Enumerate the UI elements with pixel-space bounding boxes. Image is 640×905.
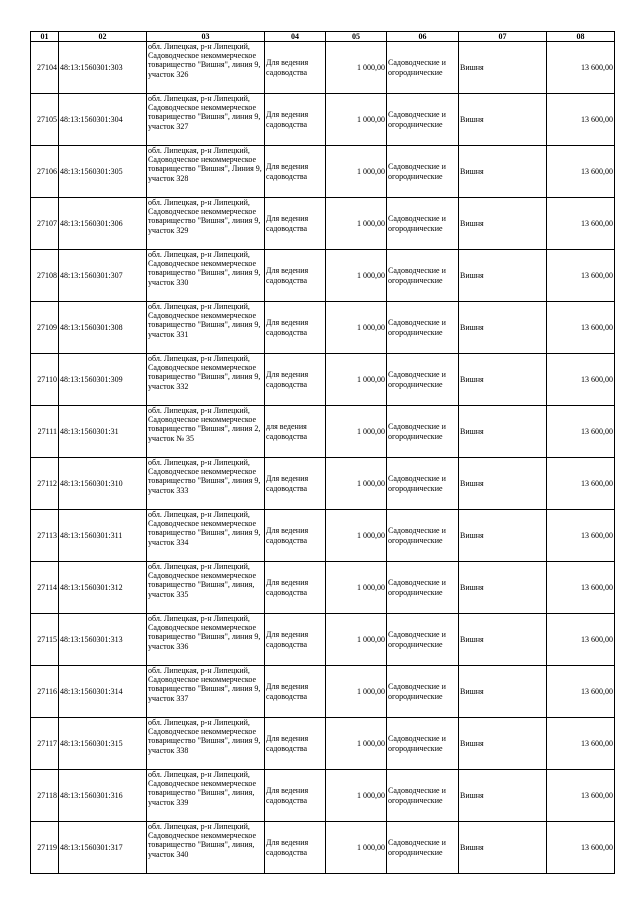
land-category-cell [387, 666, 459, 718]
cadastral-number-cell [59, 94, 147, 146]
cadastral-number: 48:13:1560301:313 [60, 634, 123, 644]
cadastral-number: 48:13:1560301:314 [60, 686, 123, 696]
permitted-use: Для ведения садоводства [266, 370, 309, 389]
address-cell [147, 94, 265, 146]
area-cell [326, 614, 387, 666]
address-cell [147, 718, 265, 770]
table-row [31, 354, 615, 406]
partnership-name: Вишня [460, 530, 484, 540]
cadastral-number-cell [59, 666, 147, 718]
cadastral-value: 13 600,00 [581, 686, 613, 696]
table-row [31, 510, 615, 562]
address: обл. Липецкая, р-н Липецкий, Садоводческое некоммерческое товарищество "Вишня", линия 9, участок 326 [148, 42, 261, 79]
address: обл. Липецкая, р-н Липецкий, Садоводческое некоммерческое товарищество "Вишня", линия, участок 340 [148, 822, 257, 859]
partnership-name-cell [459, 614, 547, 666]
partnership-name-cell [459, 822, 547, 874]
table-row [31, 250, 615, 302]
land-category: Садоводческие и огороднические [388, 474, 446, 493]
column-header-01: 01 [31, 32, 59, 42]
cadastral-value-cell [547, 822, 615, 874]
partnership-name: Вишня [460, 62, 484, 72]
land-category: Садоводческие и огороднические [388, 266, 446, 285]
permitted-use-cell [265, 146, 326, 198]
cadastral-number-cell [59, 822, 147, 874]
partnership-name-cell [459, 302, 547, 354]
partnership-name-cell [459, 510, 547, 562]
area-cell [326, 770, 387, 822]
cadastral-value: 13 600,00 [581, 842, 613, 852]
cadastral-number: 48:13:1560301:311 [60, 530, 123, 540]
cadastral-number-cell [59, 42, 147, 94]
header-row [31, 32, 615, 42]
row-number: 27111 [37, 426, 57, 436]
area: 1 000,00 [357, 322, 385, 332]
row-number: 27110 [37, 374, 57, 384]
row-number: 27118 [37, 790, 57, 800]
table-row [31, 302, 615, 354]
partnership-name-cell [459, 354, 547, 406]
land-category-cell [387, 198, 459, 250]
permitted-use: Для ведения садоводства [266, 58, 309, 77]
cadastral-value: 13 600,00 [581, 478, 613, 488]
address: обл. Липецкая, р-н Липецкий, Садоводческое некоммерческое товарищество "Вишня", линия, участок 335 [148, 562, 257, 599]
cadastral-number-cell [59, 770, 147, 822]
area-cell [326, 666, 387, 718]
column-header-02: 02 [59, 32, 147, 42]
partnership-name: Вишня [460, 166, 484, 176]
address-cell [147, 770, 265, 822]
row-number-cell [31, 406, 59, 458]
row-number-cell [31, 718, 59, 770]
area-cell [326, 562, 387, 614]
partnership-name: Вишня [460, 634, 484, 644]
land-category: Садоводческие и огороднические [388, 838, 446, 857]
land-category: Садоводческие и огороднические [388, 214, 446, 233]
area: 1 000,00 [357, 634, 385, 644]
land-category-cell [387, 406, 459, 458]
land-category-cell [387, 250, 459, 302]
column-header-06: 06 [387, 32, 459, 42]
permitted-use-cell [265, 458, 326, 510]
document-page [30, 31, 614, 874]
area: 1 000,00 [357, 686, 385, 696]
land-category-cell [387, 94, 459, 146]
address-cell [147, 198, 265, 250]
partnership-name-cell [459, 718, 547, 770]
row-number-cell [31, 250, 59, 302]
permitted-use-cell [265, 562, 326, 614]
address-cell [147, 666, 265, 718]
cadastral-number: 48:13:1560301:308 [60, 322, 123, 332]
row-number: 27117 [37, 738, 57, 748]
land-category-cell [387, 718, 459, 770]
permitted-use-cell [265, 94, 326, 146]
address: обл. Липецкая, р-н Липецкий, Садоводческое некоммерческое товарищество "Вишня", линия 9, участок 329 [148, 198, 261, 235]
row-number-cell [31, 822, 59, 874]
cadastral-value-cell [547, 146, 615, 198]
table-row [31, 666, 615, 718]
land-category-cell [387, 770, 459, 822]
partnership-name-cell [459, 250, 547, 302]
row-number-cell [31, 510, 59, 562]
table-row [31, 406, 615, 458]
area-cell [326, 302, 387, 354]
row-number-cell [31, 666, 59, 718]
permitted-use-cell [265, 510, 326, 562]
permitted-use-cell [265, 302, 326, 354]
address-cell [147, 250, 265, 302]
land-category-cell [387, 458, 459, 510]
partnership-name-cell [459, 406, 547, 458]
partnership-name-cell [459, 146, 547, 198]
cadastral-number: 48:13:1560301:309 [60, 374, 123, 384]
row-number: 27114 [37, 582, 57, 592]
area: 1 000,00 [357, 582, 385, 592]
cadastral-value: 13 600,00 [581, 166, 613, 176]
partnership-name: Вишня [460, 686, 484, 696]
row-number: 27115 [37, 634, 57, 644]
row-number-cell [31, 42, 59, 94]
land-category: Садоводческие и огороднические [388, 58, 446, 77]
area-cell [326, 718, 387, 770]
table-row [31, 614, 615, 666]
address: обл. Липецкая, р-н Липецкий, Садоводческое некоммерческое товарищество "Вишня", линия 9, участок 331 [148, 302, 261, 339]
row-number-cell [31, 354, 59, 406]
permitted-use-cell [265, 770, 326, 822]
row-number: 27112 [37, 478, 57, 488]
table-row [31, 822, 615, 874]
area: 1 000,00 [357, 530, 385, 540]
address: обл. Липецкая, р-н Липецкий, Садоводческое некоммерческое товарищество "Вишня", линия 9, участок 337 [148, 666, 261, 703]
row-number: 27108 [37, 270, 57, 280]
area: 1 000,00 [357, 62, 385, 72]
partnership-name: Вишня [460, 478, 484, 488]
cadastral-number-cell [59, 146, 147, 198]
permitted-use-cell [265, 718, 326, 770]
area-cell [326, 406, 387, 458]
table-row [31, 42, 615, 94]
table-row [31, 770, 615, 822]
row-number: 27104 [37, 62, 57, 72]
partnership-name: Вишня [460, 426, 484, 436]
permitted-use: Для ведения садоводства [266, 214, 309, 233]
address-cell [147, 562, 265, 614]
area-cell [326, 354, 387, 406]
address-cell [147, 822, 265, 874]
partnership-name: Вишня [460, 582, 484, 592]
land-category-cell [387, 146, 459, 198]
cadastral-value-cell [547, 458, 615, 510]
cadastral-value: 13 600,00 [581, 738, 613, 748]
address-cell [147, 510, 265, 562]
permitted-use: Для ведения садоводства [266, 578, 309, 597]
area-cell [326, 510, 387, 562]
cadastral-value-cell [547, 614, 615, 666]
area: 1 000,00 [357, 478, 385, 488]
cadastral-number-cell [59, 354, 147, 406]
permitted-use-cell [265, 250, 326, 302]
area-cell [326, 458, 387, 510]
partnership-name-cell [459, 94, 547, 146]
cadastral-number-cell [59, 510, 147, 562]
area-cell [326, 42, 387, 94]
address-cell [147, 42, 265, 94]
cadastral-value-cell [547, 666, 615, 718]
permitted-use: Для ведения садоводства [266, 734, 309, 753]
cadastral-value: 13 600,00 [581, 114, 613, 124]
row-number: 27109 [37, 322, 57, 332]
cadastral-number: 48:13:1560301:310 [60, 478, 123, 488]
cadastral-value-cell [547, 250, 615, 302]
permitted-use: Для ведения садоводства [266, 474, 309, 493]
permitted-use-cell [265, 614, 326, 666]
cadastral-value: 13 600,00 [581, 582, 613, 592]
cadastral-value-cell [547, 198, 615, 250]
area: 1 000,00 [357, 218, 385, 228]
cadastral-value: 13 600,00 [581, 790, 613, 800]
cadastral-number-cell [59, 406, 147, 458]
address-cell [147, 458, 265, 510]
cadastral-number: 48:13:1560301:315 [60, 738, 123, 748]
address-cell [147, 354, 265, 406]
area: 1 000,00 [357, 166, 385, 176]
address: обл. Липецкая, р-н Липецкий, Садоводческое некоммерческое товарищество "Вишня", линия 9, участок 333 [148, 458, 261, 495]
address: обл. Липецкая, р-н Липецкий, Садоводческое некоммерческое товарищество "Вишня", линия 9, участок 327 [148, 94, 261, 131]
area: 1 000,00 [357, 738, 385, 748]
area-cell [326, 94, 387, 146]
permitted-use: Для ведения садоводства [266, 266, 309, 285]
row-number: 27105 [37, 114, 57, 124]
land-category: Садоводческие и огороднические [388, 630, 446, 649]
partnership-name: Вишня [460, 270, 484, 280]
land-category-cell [387, 354, 459, 406]
partnership-name: Вишня [460, 738, 484, 748]
table-body [31, 42, 615, 874]
land-category-cell [387, 562, 459, 614]
area: 1 000,00 [357, 270, 385, 280]
land-category: Садоводческие и огороднические [388, 786, 446, 805]
land-category-cell [387, 42, 459, 94]
partnership-name-cell [459, 562, 547, 614]
cadastral-value-cell [547, 770, 615, 822]
land-category: Садоводческие и огороднические [388, 422, 446, 441]
table-row [31, 198, 615, 250]
partnership-name: Вишня [460, 114, 484, 124]
column-header-04: 04 [265, 32, 326, 42]
cadastral-value-cell [547, 42, 615, 94]
area: 1 000,00 [357, 790, 385, 800]
land-category: Садоводческие и огороднические [388, 682, 446, 701]
cadastral-number: 48:13:1560301:303 [60, 62, 123, 72]
cadastral-value-cell [547, 354, 615, 406]
permitted-use-cell [265, 198, 326, 250]
cadastral-value-cell [547, 718, 615, 770]
cadastral-number-cell [59, 198, 147, 250]
partnership-name-cell [459, 198, 547, 250]
row-number-cell [31, 562, 59, 614]
permitted-use-cell [265, 42, 326, 94]
row-number-cell [31, 770, 59, 822]
area: 1 000,00 [357, 374, 385, 384]
permitted-use: Для ведения садоводства [266, 682, 309, 701]
permitted-use: Для ведения садоводства [266, 630, 309, 649]
area-cell [326, 146, 387, 198]
partnership-name: Вишня [460, 374, 484, 384]
permitted-use-cell [265, 406, 326, 458]
cadastral-value-cell [547, 406, 615, 458]
land-category: Садоводческие и огороднические [388, 734, 446, 753]
cadastral-number: 48:13:1560301:304 [60, 114, 123, 124]
land-category-cell [387, 302, 459, 354]
column-header-05: 05 [326, 32, 387, 42]
address-cell [147, 146, 265, 198]
address-cell [147, 406, 265, 458]
address: обл. Липецкая, р-н Липецкий, Садоводческое некоммерческое товарищество "Вишня", линия 2, участок № 35 [148, 406, 261, 443]
cadastral-number-cell [59, 614, 147, 666]
cadastral-number: 48:13:1560301:31 [60, 426, 119, 436]
partnership-name: Вишня [460, 322, 484, 332]
land-category: Садоводческие и огороднические [388, 318, 446, 337]
cadastral-number-cell [59, 458, 147, 510]
address: обл. Липецкая, р-н Липецкий, Садоводческое некоммерческое товарищество "Вишня", линия 9, участок 334 [148, 510, 261, 547]
land-category-cell [387, 822, 459, 874]
permitted-use: Для ведения садоводства [266, 526, 309, 545]
permitted-use: Для ведения садоводства [266, 318, 309, 337]
area-cell [326, 822, 387, 874]
table-row [31, 718, 615, 770]
cadastral-value: 13 600,00 [581, 530, 613, 540]
cadastral-value-cell [547, 94, 615, 146]
cadastral-number: 48:13:1560301:307 [60, 270, 123, 280]
area-cell [326, 250, 387, 302]
area-cell [326, 198, 387, 250]
row-number-cell [31, 94, 59, 146]
address: обл. Липецкая, р-н Липецкий, Садоводческое некоммерческое товарищество "Вишня", Линия 9, участок 328 [148, 146, 262, 183]
partnership-name: Вишня [460, 790, 484, 800]
permitted-use: Для ведения садоводства [266, 786, 309, 805]
permitted-use: для ведения садоводства [266, 422, 308, 441]
row-number: 27106 [37, 166, 57, 176]
row-number-cell [31, 458, 59, 510]
permitted-use: Для ведения садоводства [266, 110, 309, 129]
column-header-08: 08 [547, 32, 615, 42]
cadastral-number-cell [59, 718, 147, 770]
cadastral-number: 48:13:1560301:316 [60, 790, 123, 800]
cadastral-number-cell [59, 302, 147, 354]
cadastral-number: 48:13:1560301:305 [60, 166, 123, 176]
land-plots-table [30, 31, 615, 874]
land-category: Садоводческие и огороднические [388, 110, 446, 129]
row-number: 27119 [37, 842, 57, 852]
cadastral-number: 48:13:1560301:306 [60, 218, 123, 228]
row-number-cell [31, 198, 59, 250]
cadastral-number-cell [59, 250, 147, 302]
permitted-use: Для ведения садоводства [266, 162, 309, 181]
partnership-name: Вишня [460, 842, 484, 852]
cadastral-value-cell [547, 510, 615, 562]
cadastral-value: 13 600,00 [581, 426, 613, 436]
address: обл. Липецкая, р-н Липецкий, Садоводческое некоммерческое товарищество "Вишня", линия 9, участок 332 [148, 354, 261, 391]
area: 1 000,00 [357, 842, 385, 852]
table-row [31, 458, 615, 510]
row-number: 27107 [37, 218, 57, 228]
address: обл. Липецкая, р-н Липецкий, Садоводческое некоммерческое товарищество "Вишня", линия 9, участок 336 [148, 614, 261, 651]
cadastral-value-cell [547, 562, 615, 614]
land-category: Садоводческие и огороднические [388, 162, 446, 181]
column-header-07: 07 [459, 32, 547, 42]
cadastral-value: 13 600,00 [581, 634, 613, 644]
area: 1 000,00 [357, 114, 385, 124]
row-number: 27113 [37, 530, 57, 540]
table-row [31, 146, 615, 198]
permitted-use: Для ведения садоводства [266, 838, 309, 857]
cadastral-value: 13 600,00 [581, 270, 613, 280]
address: обл. Липецкая, р-н Липецкий, Садоводческое некоммерческое товарищество "Вишня", линия 9, участок 330 [148, 250, 261, 287]
land-category: Садоводческие и огороднические [388, 578, 446, 597]
cadastral-value: 13 600,00 [581, 62, 613, 72]
land-category: Садоводческие и огороднические [388, 526, 446, 545]
table-row [31, 562, 615, 614]
cadastral-number: 48:13:1560301:317 [60, 842, 123, 852]
row-number-cell [31, 614, 59, 666]
address: обл. Липецкая, р-н Липецкий, Садоводческое некоммерческое товарищество "Вишня", линия 9, участок 338 [148, 718, 261, 755]
row-number: 27116 [37, 686, 57, 696]
row-number-cell [31, 146, 59, 198]
partnership-name-cell [459, 770, 547, 822]
cadastral-number: 48:13:1560301:312 [60, 582, 123, 592]
land-category-cell [387, 510, 459, 562]
land-category-cell [387, 614, 459, 666]
cadastral-value: 13 600,00 [581, 218, 613, 228]
cadastral-value: 13 600,00 [581, 322, 613, 332]
permitted-use-cell [265, 822, 326, 874]
cadastral-value-cell [547, 302, 615, 354]
partnership-name: Вишня [460, 218, 484, 228]
cadastral-number-cell [59, 562, 147, 614]
land-category: Садоводческие и огороднические [388, 370, 446, 389]
partnership-name-cell [459, 458, 547, 510]
address-cell [147, 302, 265, 354]
partnership-name-cell [459, 42, 547, 94]
address: обл. Липецкая, р-н Липецкий, Садоводческое некоммерческое товарищество "Вишня", линия, участок 339 [148, 770, 257, 807]
row-number-cell [31, 302, 59, 354]
partnership-name-cell [459, 666, 547, 718]
table-row [31, 94, 615, 146]
column-header-03: 03 [147, 32, 265, 42]
area: 1 000,00 [357, 426, 385, 436]
cadastral-value: 13 600,00 [581, 374, 613, 384]
address-cell [147, 614, 265, 666]
permitted-use-cell [265, 354, 326, 406]
permitted-use-cell [265, 666, 326, 718]
